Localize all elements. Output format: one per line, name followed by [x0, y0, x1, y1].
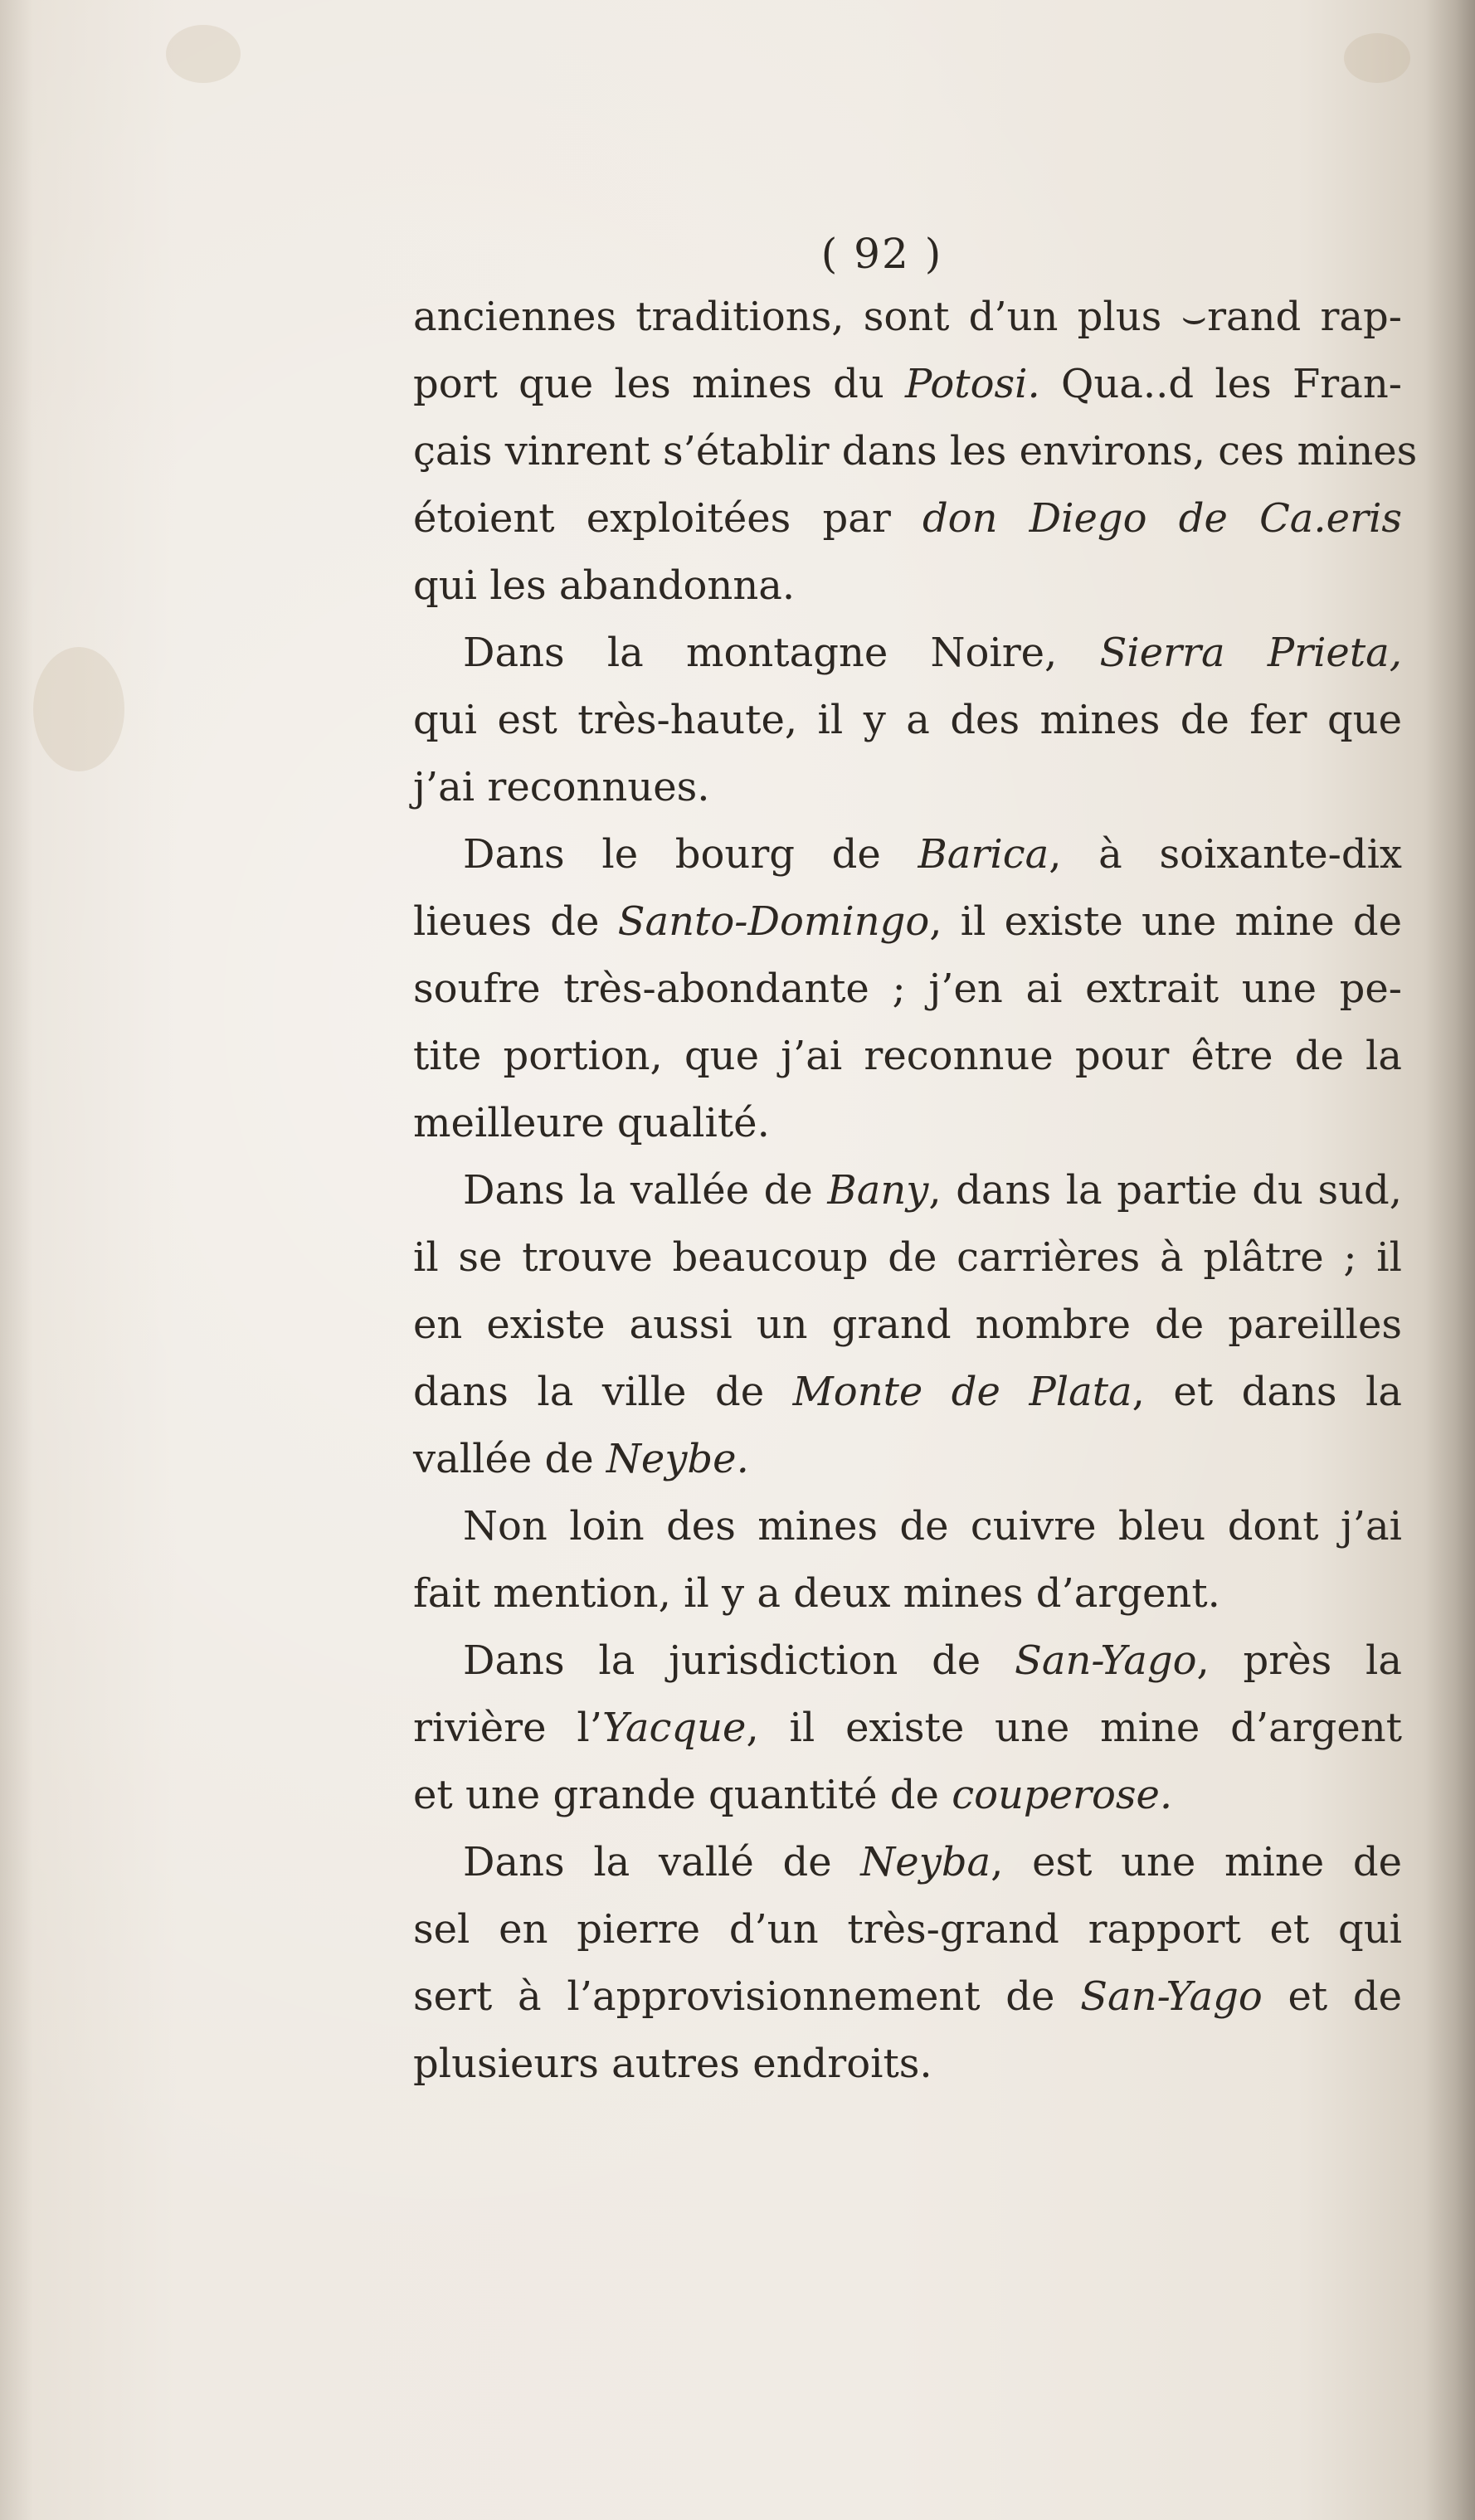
- italic-segment: San-Yago: [1014, 1637, 1197, 1684]
- text-line: [413, 1493, 1402, 1560]
- text-segment: tite portion, que j’ai reconnue pour être de la: [413, 1033, 1402, 1079]
- text-line: [413, 351, 1402, 418]
- text-line: [413, 418, 1418, 485]
- text-segment: et une grande quantité de: [413, 1772, 952, 1818]
- italic-segment: Santo-Domingo: [617, 898, 930, 945]
- paragraph: [413, 1157, 1417, 1493]
- paragraph: [413, 284, 1417, 620]
- text-line: [413, 485, 1402, 552]
- text-line: [413, 1426, 1402, 1493]
- text-segment: vallée de: [413, 1436, 606, 1482]
- text-line: [413, 821, 1402, 888]
- text-block: [413, 224, 1417, 2098]
- gutter-shadow: [0, 0, 33, 2520]
- text-segment: rivière l’: [413, 1705, 602, 1751]
- text-segment: Dans la vallée de: [463, 1167, 828, 1214]
- text-line: [413, 956, 1402, 1023]
- page-edge-shadow: [1425, 0, 1475, 2520]
- italic-segment: Neybe.: [606, 1436, 749, 1482]
- foxing-stain: [166, 25, 241, 83]
- text-line: [413, 1023, 1402, 1090]
- paragraph: [413, 1627, 1417, 1829]
- text-segment: qui les abandonna.: [413, 562, 796, 609]
- text-segment: qui est très-haute, il y a des mines de fer que: [413, 697, 1402, 743]
- italic-segment: Neyba: [860, 1839, 991, 1885]
- text-segment: Dans la jurisdiction de: [463, 1637, 1015, 1684]
- text-segment: sert à l’approvisionnement de: [413, 1973, 1081, 2020]
- text-segment: j’ai reconnues.: [413, 764, 710, 810]
- text-line: [413, 1695, 1402, 1762]
- text-segment: Non loin des mines de cuivre bleu dont j’ai: [463, 1503, 1402, 1549]
- text-segment: Qua..d les Fran-: [1039, 361, 1402, 407]
- text-segment: Dans le bourg de: [463, 831, 918, 878]
- text-line: [413, 1359, 1402, 1426]
- body-text: [413, 284, 1417, 2098]
- text-line: [413, 1090, 1402, 1157]
- italic-segment: Potosi.: [905, 361, 1040, 407]
- text-line: [413, 552, 1402, 620]
- text-segment: çais vinrent s’établir dans les environs, ces mines: [413, 428, 1418, 474]
- text-segment: et de: [1262, 1973, 1402, 2020]
- text-segment: , près la: [1196, 1637, 1403, 1684]
- paragraph: [413, 1493, 1417, 1627]
- text-line: [413, 2031, 1402, 2098]
- text-segment: , et dans la: [1132, 1369, 1402, 1415]
- text-line: [413, 620, 1402, 687]
- italic-segment: Barica: [918, 831, 1049, 878]
- text-line: [413, 1829, 1402, 1896]
- text-segment: , dans la partie du sud,: [928, 1167, 1402, 1214]
- text-segment: meilleure qualité.: [413, 1100, 770, 1146]
- text-segment: sel en pierre d’un très-grand rapport et qui: [413, 1906, 1402, 1953]
- text-segment: , est une mine de: [991, 1839, 1403, 1885]
- text-segment: anciennes traditions, sont d’un plus ⌣rand rap-: [413, 294, 1402, 340]
- text-line: [413, 1963, 1402, 2031]
- text-segment: il se trouve beaucoup de carrières à plâtre ; il: [413, 1234, 1402, 1281]
- text-segment: Dans la vallé de: [463, 1839, 861, 1885]
- text-line: [413, 888, 1402, 956]
- foxing-stain: [33, 647, 124, 771]
- text-line: [413, 1627, 1402, 1695]
- text-line: [413, 1292, 1402, 1359]
- page-number: ( 92 ): [820, 230, 943, 278]
- italic-segment: don Diego de Ca.eris: [922, 495, 1402, 542]
- italic-segment: couperose.: [952, 1772, 1173, 1818]
- paragraph: [413, 1829, 1417, 2098]
- text-line: [413, 1762, 1402, 1829]
- italic-segment: Monte de Plata: [792, 1369, 1132, 1415]
- text-segment: étoient exploitées par: [413, 495, 922, 542]
- text-segment: Dans la montagne Noire,: [463, 630, 1100, 676]
- text-segment: , à soixante-dix: [1049, 831, 1403, 878]
- foxing-stain: [1344, 33, 1410, 83]
- text-segment: port que les mines du: [413, 361, 906, 407]
- italic-segment: Yacque: [601, 1705, 747, 1751]
- italic-segment: San-Yago: [1080, 1973, 1263, 2020]
- text-segment: lieues de: [413, 898, 618, 945]
- text-segment: en existe aussi un grand nombre de pareilles: [413, 1301, 1402, 1348]
- text-line: [413, 1224, 1402, 1292]
- text-line: [413, 687, 1402, 754]
- italic-segment: Bany: [827, 1167, 929, 1214]
- text-line: [413, 1157, 1402, 1224]
- text-segment: plusieurs autres endroits.: [413, 2041, 932, 2087]
- text-line: [413, 284, 1402, 351]
- text-segment: , il existe une mine de: [929, 898, 1402, 945]
- text-segment: fait mention, il y a deux mines d’argent.: [413, 1570, 1220, 1617]
- italic-segment: Sierra Prieta,: [1099, 630, 1402, 676]
- text-line: [413, 754, 1402, 821]
- text-segment: dans la ville de: [413, 1369, 793, 1415]
- text-segment: , il existe une mine d’argent: [746, 1705, 1402, 1751]
- text-line: [413, 1560, 1402, 1627]
- text-line: [413, 1896, 1402, 1963]
- paragraph: [413, 821, 1417, 1157]
- text-segment: soufre très-abondante ; j’en ai extrait une pe-: [413, 966, 1402, 1012]
- paragraph: [413, 620, 1417, 821]
